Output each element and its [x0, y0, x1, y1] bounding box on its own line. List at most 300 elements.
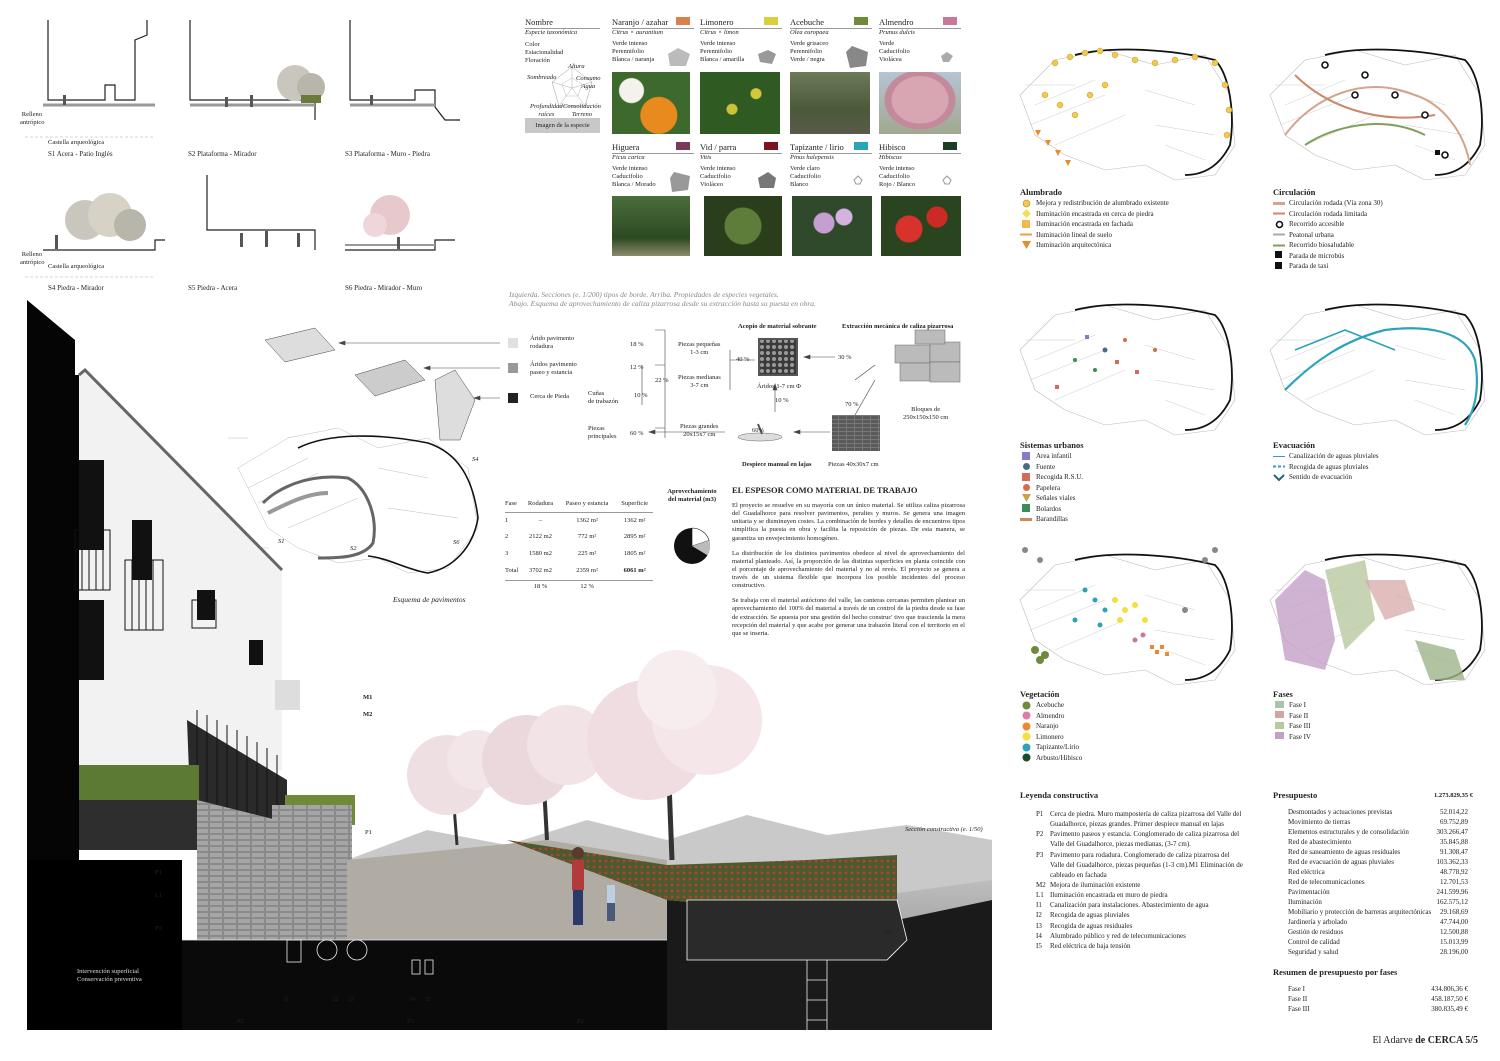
species-color-swatch	[854, 17, 868, 25]
bloques-label-2: 250x150x150 cm	[903, 414, 949, 422]
key-image-box: Imagen de la especie	[525, 118, 600, 133]
arido-rodadura-label: Árido pavimento	[530, 335, 575, 342]
legend-evacuacion	[1273, 440, 1493, 483]
legend-item: Limonero	[1036, 732, 1064, 741]
legend-item: Sentido de evacuación	[1289, 473, 1352, 482]
square-icon	[1273, 701, 1285, 710]
legend-item: Fase III	[1289, 722, 1311, 731]
table-pct: 12 %	[580, 583, 594, 591]
species-name: Acebuche	[790, 17, 824, 27]
piezas-grandes-label-2: 20x15x7 cm	[683, 431, 716, 439]
circle-icon	[1020, 753, 1032, 762]
despiece-label: Despiece manual en lajas	[742, 461, 812, 468]
th-fase: Fase	[505, 499, 517, 507]
mark-p1b: P1	[155, 869, 162, 876]
relleno-label-b2: antrópico	[20, 259, 45, 267]
species-latin: Olea europaea	[790, 28, 872, 37]
intervencion-label: Intervención superficial	[77, 968, 139, 975]
piezas-medianas-label: Piezas medianas	[678, 374, 721, 381]
pct-10: 10 %	[634, 392, 648, 399]
table-cell: Total	[505, 567, 519, 575]
species-c1: Verde intenso	[612, 165, 648, 173]
acebuche-photo	[790, 72, 870, 134]
section-s1-label: S1 Acera - Patio Inglés	[48, 150, 113, 158]
relleno-label-2: antrópico	[20, 119, 45, 127]
diamond-icon	[1020, 209, 1032, 218]
legend-item: Bolardos	[1036, 504, 1062, 513]
circle-icon	[1020, 722, 1032, 731]
budget-item: Red de telecomunicaciones	[1288, 878, 1365, 887]
budget-item: Gestión de residuos	[1288, 928, 1344, 937]
square-icon	[1273, 732, 1285, 741]
plan-s2-label: S2	[350, 545, 357, 552]
cunas-label-2: de trabazón	[588, 398, 619, 406]
mark-p2-bottom: P2	[237, 1018, 244, 1025]
budget-item: Desmontados y actuaciones previstas	[1288, 808, 1393, 817]
legend-item: Naranjo	[1036, 722, 1059, 731]
legend-item: Canalización de aguas pluviales	[1289, 452, 1379, 461]
mark-i2: I2	[333, 996, 339, 1003]
legend-item: Recorrido biosaludable	[1289, 241, 1355, 250]
species-c1: Verde	[879, 40, 895, 48]
legend-alumbrado	[1020, 187, 1240, 251]
construction-section-render	[27, 300, 997, 1030]
species-c1: Verde grisaceo	[790, 40, 829, 48]
square-icon	[1273, 711, 1285, 720]
line-icon	[1273, 452, 1285, 461]
higuera-photo	[612, 196, 690, 256]
aridos-paseo-label: Áridos pavimento	[530, 361, 577, 368]
species-c2: Perennifolio	[700, 48, 733, 56]
budget-value: 28.196,00	[1440, 948, 1468, 957]
budget-item: Control de calidad	[1288, 938, 1340, 947]
extraccion-label: Extracción mecánica de caliza pizarrosa	[842, 323, 954, 330]
line-icon	[1020, 230, 1032, 239]
budget-value: 47.744,00	[1440, 918, 1468, 927]
resumen-item: Fase II	[1288, 995, 1308, 1004]
line-icon	[1020, 515, 1032, 524]
castella-label: Castella arqueológica	[48, 139, 105, 146]
budget-item: Jardinería y arbolado	[1288, 918, 1348, 927]
species-c3: Rojo / Blanco	[879, 181, 916, 189]
espesor-title: EL ESPESOR COMO MATERIAL DE TRABAJO	[732, 485, 918, 495]
key-sombreado: Sombreado	[527, 74, 557, 81]
species-latin: Hibiscus	[879, 153, 961, 162]
dashed-line-icon	[1273, 462, 1285, 471]
species-c1: Verde intenso	[879, 165, 915, 173]
species-name: Tapizante / lirio	[790, 142, 844, 152]
line-icon	[1273, 199, 1285, 208]
table-cell: 1805 m²	[623, 550, 646, 558]
legend-item: Barandillas	[1036, 515, 1068, 524]
legend-item: Fuente	[1036, 462, 1056, 471]
species-c2: Perennifolio	[790, 48, 823, 56]
presupuesto	[1273, 790, 1473, 1014]
leyenda-key: I3	[1036, 921, 1042, 930]
plan-s4-label: S4	[472, 456, 479, 463]
budget-item: Red de saneamiento de aguas residuales	[1288, 848, 1401, 857]
leyenda-value: Mejora de iluminación existente	[1050, 881, 1141, 890]
legend-item: Iluminación encastrada en cerca de piedra	[1036, 209, 1154, 218]
bloques-label: Bloques de	[911, 406, 941, 413]
leyenda-key: I2	[1036, 911, 1042, 920]
presupuesto-title: Presupuesto	[1273, 790, 1318, 800]
resumen-item: Fase I	[1288, 985, 1305, 994]
piezas-principales-label-2: principales	[588, 433, 617, 441]
key-consumo: Consumo	[576, 75, 601, 82]
footer-bold: de CERCA	[1415, 1035, 1463, 1046]
species-latin: Vitis	[700, 153, 782, 162]
budget-item: Red eléctrica	[1288, 868, 1325, 877]
leyenda-key: P2	[1036, 830, 1044, 839]
budget-value: 69.752,89	[1440, 818, 1468, 827]
legend-item: Recogida de aguas pluviales	[1289, 462, 1369, 471]
pct-30: 30 %	[838, 354, 852, 361]
legend-item: Acebuche	[1036, 701, 1064, 710]
relleno-label-b: Relleno	[21, 251, 42, 258]
relleno-label: Relleno	[21, 111, 42, 118]
key-raices: raíces	[538, 111, 555, 119]
budget-item: Red de evacuación de aguas pluviales	[1288, 858, 1394, 867]
species-color-swatch	[764, 142, 778, 150]
limonero-photo	[700, 72, 780, 134]
legend-title: Sistemas urbanos	[1020, 440, 1084, 450]
legend-title: Circulación	[1273, 187, 1316, 197]
esquema-caption: Esquema de pavimentos	[393, 595, 466, 604]
table-cell: –	[538, 516, 543, 524]
species-c2: Caducifolio	[700, 173, 731, 181]
leyenda-title: Leyenda constructiva	[1020, 790, 1099, 800]
caption-line-2: Abajo. Esquema de aprovechamiento de caliza pizarrosa desde su extracción hasta su puesta en obra.	[509, 299, 816, 309]
legend-item: Peatonal urbana	[1289, 230, 1334, 239]
species-name: Naranjo / azahar	[612, 17, 669, 27]
species-c3: Violáceo	[700, 181, 724, 189]
budget-value: 303.266,47	[1436, 828, 1468, 837]
legend-title: Evacuación	[1273, 440, 1316, 450]
leyenda-value: Pavimento para rodadura. Conglomerado de caliza pizarrosa del Valle del Guadalhorce, piezas pequeñas (1-3 cm).M1 Eliminación de cableado en fachada	[1050, 850, 1243, 879]
leyenda-key: L1	[1036, 891, 1044, 900]
species-c2: Perennifolio	[612, 48, 645, 56]
budget-item: Iluminación	[1288, 898, 1322, 907]
legend-title: Fases	[1273, 689, 1293, 699]
species-c3: Blanca / Morado	[612, 181, 656, 189]
espesor-p2: La distribución de los distintos pavimentos obedece al nivel de aprovechamiento del material planteado. Así, la proporción de las distintas superficies en planta coincide con el porcentaje de aprovechamiento del material y no al revés. El proyecto se genera a través de un sistema flexible que incorpora los posible incidentes del proceso constructivo.	[732, 549, 965, 590]
pct-10b: 10 %	[775, 397, 789, 404]
legend-title: Vegetación	[1020, 689, 1060, 699]
mark-l1: L1	[155, 892, 163, 899]
plan-s1-label: S1	[278, 538, 285, 545]
section-caption: Sección constructiva (e. 1/50)	[905, 826, 983, 833]
legend-item: Recogida R.S.U.	[1036, 473, 1084, 482]
piezas-40-label: Piezas 40x30x7 cm	[828, 461, 879, 468]
section-s4-label: S4 Piedra - Mirador	[48, 284, 104, 292]
section-s3-label: S3 Plataforma - Muro - Piedra	[345, 150, 430, 158]
line-icon	[1273, 209, 1285, 218]
leyenda-value: Recogida de aguas pluviales	[1050, 911, 1130, 920]
piezas-pequenas-label-2: 1-3 cm	[690, 349, 709, 357]
species-c3: Blanco	[790, 181, 809, 189]
species-latin: Citrus × limon	[700, 28, 782, 37]
footer-title: El Adarve	[1372, 1035, 1416, 1046]
espesor-p1: El proyecto se resuelve en su mayoría con un único material. Se utiliza caliza pizarrosa del Guadalhorce para resolver pavimentos, peraltes y muros. Se genera una imagen unitaria y se disminuyen costes. La combinación de bordes y detalles de encuentros tipos simplifica la puesta en obra y facilita la reposición de piezas. De esta manera, se garantiza un envejecimiento homogéneo.	[732, 502, 965, 542]
section-s6-label: S6 Piedra - Mirador - Muro	[345, 284, 423, 292]
species-radars-row1	[660, 44, 960, 70]
legend-title: Alumbrado	[1020, 187, 1063, 197]
resumen-value: 434.806,36 €	[1431, 985, 1468, 994]
th-superficie: Superficie	[621, 499, 649, 507]
arido-rodadura-label-2: rodadura	[530, 343, 554, 351]
square-icon	[1020, 452, 1032, 461]
budget-value: 29.168,69	[1440, 908, 1468, 917]
caption-line-1: Izquierda. Secciones (e. 1/200) tipos de borde. Arriba. Propiedades de especies vegetales.	[509, 290, 779, 299]
resumen-value: 380.835,49 €	[1431, 1005, 1468, 1014]
square-icon	[1273, 262, 1285, 271]
budget-item: Movimiento de tierras	[1288, 818, 1351, 827]
species-color-swatch	[764, 17, 778, 25]
species-c2: Caducifolio	[612, 173, 643, 181]
budget-value: 241.599,96	[1436, 888, 1468, 897]
table-cell: 3	[505, 550, 509, 558]
species-c2: Caducifolio	[879, 48, 910, 56]
mark-p2-bottom-2: P2	[577, 1018, 584, 1025]
legend-item: Fase I	[1289, 701, 1306, 710]
hibisco-photo	[881, 196, 961, 256]
legend-vegetacion	[1020, 689, 1240, 763]
species-color-swatch	[943, 17, 957, 25]
species-radars-row2	[660, 168, 960, 194]
line-icon	[1273, 241, 1285, 250]
square-icon	[1273, 722, 1285, 731]
budget-item: Seguridad y salud	[1288, 948, 1339, 957]
table-cell: 772 m²	[577, 533, 597, 541]
mark-m2: M2	[363, 711, 373, 718]
leyenda-key: P3	[1036, 850, 1044, 859]
species-color-swatch	[854, 142, 868, 150]
square-icon	[1273, 251, 1285, 260]
square-icon	[1020, 473, 1032, 482]
cerca-label: Cerca de Pieda	[530, 393, 569, 400]
legend-item: Area infantil	[1036, 452, 1072, 461]
legend-item: Iluminación encastrada en fachada	[1036, 220, 1133, 229]
pct-18: 18 %	[630, 341, 644, 348]
aridos-paseo-label-2: paseo y estancia	[530, 369, 573, 377]
table-pct: 18 %	[533, 583, 548, 591]
leyenda-key: M2	[1036, 881, 1046, 890]
budget-value: 162.575,12	[1436, 898, 1468, 907]
mark-m1: M1	[363, 694, 373, 701]
leyenda-value: Canalización para instalaciones. Abastecimiento de agua	[1050, 901, 1209, 910]
almendro-photo	[879, 72, 961, 134]
budget-value: 35.845,88	[1440, 838, 1468, 847]
acopio-label: Acopio de material sobrante	[738, 323, 817, 330]
mark-i3: I3	[349, 996, 355, 1003]
species-latin: Citrus × aurantium	[612, 28, 694, 37]
legend-item: Circulación rodada (Vía zona 30)	[1289, 199, 1383, 208]
legend-sistemas	[1020, 440, 1240, 525]
species-latin: Pinus halepensis	[790, 153, 872, 162]
mark-i1: I1	[284, 996, 290, 1003]
table-cell: 1362 m²	[576, 516, 598, 524]
budget-value: 12.500,88	[1440, 928, 1468, 937]
leyenda-key: P1	[1036, 810, 1044, 819]
leyenda-value: Alumbrado público y red de telecomunicaciones	[1050, 931, 1186, 940]
legend-circulacion	[1273, 187, 1493, 272]
resumen-table	[1288, 984, 1468, 1014]
legend-item: Parada de microbús	[1289, 251, 1345, 260]
species-key-floracion: Floración	[525, 57, 550, 65]
circle-icon	[1020, 199, 1032, 208]
circle-icon	[1020, 732, 1032, 741]
budget-value: 103.362,33	[1436, 858, 1468, 867]
aridos-17-label: Áridos 1-7 cm Φ	[757, 383, 801, 390]
key-consolidacion: Consolidación	[563, 103, 601, 110]
triangle-icon	[1020, 494, 1032, 503]
espesor-p3: Se trabaja con el material autóctono del valle, las canteras cercanas permiten plantear un aprovechamiento del 100% del material a través de un control de la piedra desde su fase de extracción. Se apuesta por una gestión del hecho construc' tivo que trascienda la mera recepción del material y que acabe por generar una trabazón literal con el territorio en el que se inserta.	[732, 597, 965, 637]
mark-p3-bottom: P3	[407, 1018, 414, 1025]
species-key-name: Nombre	[525, 17, 600, 29]
cunas-label: Cuñas	[588, 390, 605, 397]
legend-item: Papelera	[1036, 483, 1061, 492]
species-c1: Verde intenso	[700, 40, 736, 48]
budget-value: 48.778,92	[1440, 868, 1468, 877]
resumen-value: 458.187,50 €	[1431, 995, 1468, 1004]
budget-item: Elementos estructurales y de consolidación	[1288, 828, 1409, 837]
pct-70: 70 %	[845, 401, 859, 408]
page-footer	[1372, 1035, 1478, 1046]
table-cell: 1	[505, 516, 509, 524]
piezas-principales-label: Piezas	[588, 425, 605, 432]
mark-i4: I4	[410, 996, 416, 1003]
budget-value: 91.308,47	[1440, 848, 1468, 857]
key-agua: Agua	[581, 83, 596, 91]
plan-s6-label: S6	[453, 539, 460, 546]
leyenda-constructiva	[1020, 790, 1245, 951]
resumen-title: Resumen de presupuesto por fases	[1273, 967, 1398, 978]
castella-label-b: Castella arqueológica	[48, 263, 105, 270]
aprovechamiento-label-2: del material (m3)	[667, 496, 716, 504]
legend-item: Almendro	[1036, 711, 1065, 720]
circle-icon	[1020, 711, 1032, 720]
table-cell: 1580 m2	[529, 550, 552, 558]
legend-item: Tapizante/Lirio	[1036, 743, 1080, 752]
species-name: Higuera	[612, 142, 640, 152]
budget-value: 12.701,53	[1440, 878, 1468, 887]
footer-page: 5/5	[1462, 1035, 1478, 1046]
thematic-maps	[1015, 35, 1490, 685]
presupuesto-total: 1.273.829,35 €	[1434, 792, 1473, 799]
species-key	[525, 17, 600, 66]
species-latin: Ficus carica	[612, 153, 694, 162]
pct-40: 40 %	[736, 356, 750, 363]
square-icon	[1020, 504, 1032, 513]
circle-icon	[1020, 743, 1032, 752]
legend-item: Recorrido accesible	[1289, 220, 1345, 229]
legend-item: Arbusto/Hibisco	[1036, 753, 1083, 762]
vid-photo	[704, 196, 782, 256]
table-cell: 225 m²	[577, 550, 597, 558]
legend-item: Parada de taxi	[1289, 262, 1329, 271]
species-c1: Verde claro	[790, 165, 820, 173]
pct-60: 60 %	[630, 430, 644, 437]
circle-icon	[1020, 483, 1032, 492]
key-terreno: Terreno	[571, 111, 593, 119]
ring-icon	[1273, 220, 1285, 229]
leyenda-value: Pavimento paseos y estancia. Conglomerado de caliza pizarrosa del Valle del Guadalhorce, piezas medianas, (3-7 cm).	[1050, 830, 1240, 849]
piezas-pequenas-label: Piezas pequeñas	[678, 341, 721, 348]
legend-item: Circulación rodada limitada	[1289, 209, 1368, 218]
naranjo-photo	[612, 72, 690, 134]
species-latin: Prunus dulcis	[879, 28, 961, 37]
table-cell: 2895 m²	[623, 533, 646, 541]
tapizante-photo	[792, 196, 872, 256]
piezas-grandes-label: Piezas grandes	[680, 423, 719, 430]
species-key-taxo: Especie taxonómica	[525, 29, 578, 37]
pct-60b: 60%	[752, 427, 764, 434]
legend-item: Fase II	[1289, 711, 1309, 720]
legend-item: Mejora y redistribución de alumbrado existente	[1036, 199, 1169, 208]
conservacion-label: Conservación preventiva	[77, 976, 142, 984]
budget-item: Red de abastecimiento	[1288, 838, 1352, 847]
triangle-icon	[1020, 241, 1032, 250]
section-s5-label: S5 Piedra - Acera	[188, 284, 238, 292]
species-color-swatch	[676, 17, 690, 25]
legend-item: Iluminación lineal de suelo	[1036, 230, 1113, 239]
th-rodadura: Rodadura	[527, 499, 554, 507]
resumen-item: Fase III	[1288, 1005, 1310, 1014]
species-c3: Violácea	[879, 56, 902, 64]
pct-12: 12 %	[630, 364, 644, 371]
legend-item: Señales viales	[1036, 494, 1076, 503]
key-altura: Altura	[568, 63, 585, 70]
species-c3: Blanca / naranja	[612, 56, 655, 64]
square-icon	[1020, 220, 1032, 229]
species-color-swatch	[943, 142, 957, 150]
species-key-estacionalidad: Estacionalidad	[525, 49, 564, 57]
pct-22: 22 %	[655, 377, 669, 384]
table-cell: 2122 m2	[529, 533, 552, 541]
circle-icon	[1020, 701, 1032, 710]
th-paseo: Paseo y estancia	[565, 499, 609, 507]
leyenda-value: Red eléctrica de baja tensión	[1050, 941, 1131, 950]
leyenda-value: Cerca de piedra. Muro mampostería de caliza pizarrosa del Valle del Guadalhorce, piezas grandes. Primer despiece manual en lajas	[1050, 810, 1242, 829]
species-c2: Caducifolio	[790, 173, 821, 181]
species-name: Limonero	[700, 17, 734, 27]
species-name: Vid / parra	[700, 142, 737, 152]
budget-value: 15.013,99	[1440, 938, 1468, 947]
table-cell: 3702 m2	[529, 567, 552, 575]
species-name: Almendro	[879, 17, 914, 27]
leyenda-value: Iluminación encastrada en muro de piedra	[1050, 891, 1168, 900]
species-c2: Caducifolio	[879, 173, 910, 181]
legend-item: Fase IV	[1289, 732, 1311, 741]
leyenda-key: I4	[1036, 931, 1042, 940]
species-c3: Blanca / amarilla	[700, 56, 745, 64]
table-cell: 6061 m²	[623, 567, 646, 575]
budget-item: Pavimentación	[1288, 888, 1330, 897]
legend-fases	[1273, 689, 1493, 742]
leyenda-value: Recogida de aguas residuales	[1050, 921, 1133, 930]
table-cell: 2	[505, 533, 509, 541]
species-name: Hibisco	[879, 142, 906, 152]
presupuesto-table	[1288, 807, 1468, 957]
species-c1: Verde intenso	[700, 165, 736, 173]
table-cell: 2359 m²	[576, 567, 598, 575]
leyenda-key: I1	[1036, 901, 1042, 910]
aprovechamiento-label: Aprovechamiento	[667, 488, 717, 495]
piezas-medianas-label-2: 3-7 cm	[690, 382, 709, 390]
section-s2-label: S2 Plataforma - Mirador	[188, 150, 257, 158]
budget-item: Mobiliario y protección de barreras arquitectónicas	[1288, 908, 1432, 917]
